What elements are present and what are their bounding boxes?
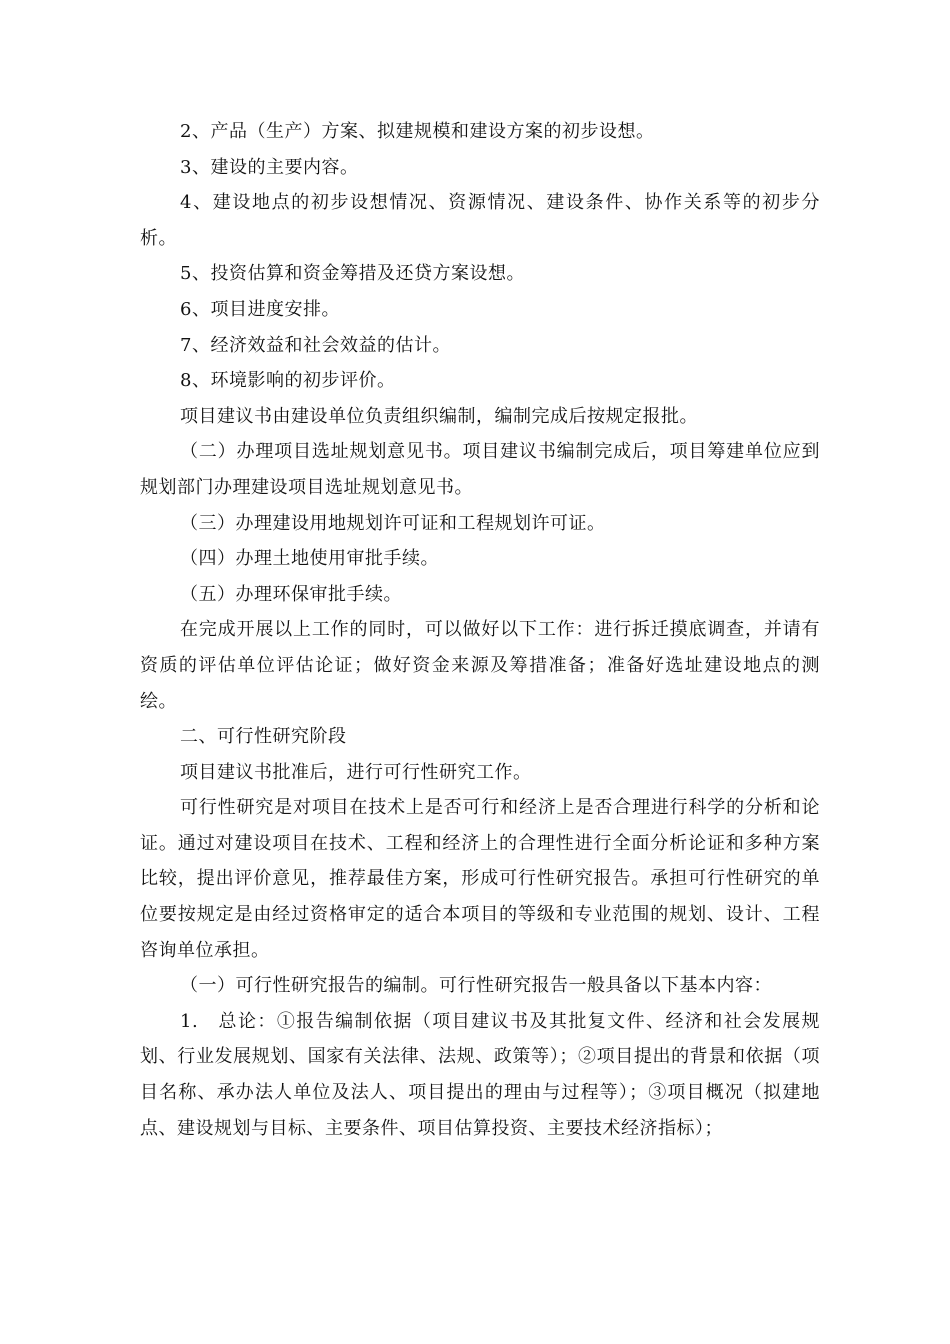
paragraph-land-approval: （四）办理土地使用审批手续。: [180, 548, 439, 570]
paragraph-item-5: 5、投资估算和资金筹措及还贷方案设想。: [180, 263, 525, 285]
paragraph-feasibility-definition: 可行性研究是对项目在技术上是否可行和经济上是否合理进行科学的分析和论证。通过对建设项目在技术、工程和经济上的合理性进行全面分析论证和多种方案比较，提出评价意见，推荐最佳方案，形成可行性研究报告。承担可行性研究的单位要按规定是由经过资格审定的适合本项目的等级和专业范围的规划、设计、工程咨询单位承担。: [140, 797, 820, 961]
paragraph-site-opinion: （二）办理项目选址规划意见书。项目建议书编制完成后，项目筹建单位应到规划部门办理建设项目选址规划意见书。: [140, 441, 820, 498]
paragraph-parallel-work: 在完成开展以上工作的同时，可以做好以下工作：进行拆迁摸底调查，并请有资质的评估单位评估论证；做好资金来源及筹措准备；准备好选址建设地点的测绘。: [140, 619, 820, 712]
paragraph-after-approval: 项目建议书批准后，进行可行性研究工作。: [180, 761, 532, 783]
paragraph-item-2: 2、产品（生产）方案、拟建规模和建设方案的初步设想。: [180, 121, 655, 142]
paragraph-land-permit: （三）办理建设用地规划许可证和工程规划许可证。: [180, 512, 606, 534]
document-body: [140, 114, 820, 1146]
paragraph-item-6: 6、项目进度安排。: [180, 298, 340, 320]
paragraph-report-compilation: （一）可行性研究报告的编制。可行性研究报告一般具备以下基本内容：: [180, 975, 772, 997]
paragraph-environmental: （五）办理环保审批手续。: [180, 583, 402, 605]
paragraph-item-8: 8、环境影响的初步评价。: [180, 370, 396, 392]
paragraph-item-3: 3、建设的主要内容。: [180, 156, 359, 178]
section-heading-feasibility: 二、可行性研究阶段: [180, 726, 347, 748]
paragraph-item-4: 4、建设地点的初步设想情况、资源情况、建设条件、协作关系等的初步分析。: [140, 192, 820, 249]
paragraph-general-overview: 1. 总论：①报告编制依据（项目建议书及其批复文件、经济和社会发展规划、行业发展规划、国家有关法律、法规、政策等）；②项目提出的背景和依据（项目名称、承办法人单位及法人、项目提出的理由与过程等）；③项目概况（拟建地点、建设规划与目标、主要条件、项目估算投资、主要技术经济指标）；: [140, 1010, 820, 1139]
paragraph-item-7: 7、经济效益和社会效益的估计。: [180, 334, 451, 356]
paragraph-proposal-note: 项目建议书由建设单位负责组织编制，编制完成后按规定报批。: [180, 405, 698, 427]
